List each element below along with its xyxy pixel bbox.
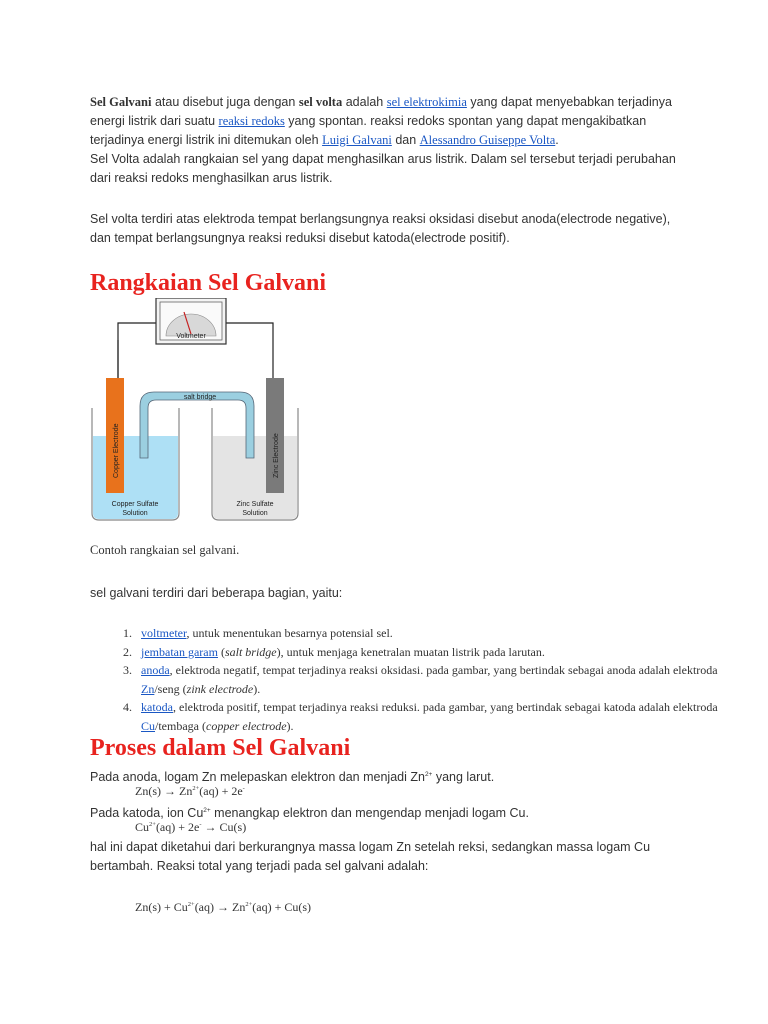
link-sel-elektrokimia[interactable]: sel elektrokimia xyxy=(386,95,467,109)
link-luigi-galvani[interactable]: Luigi Galvani xyxy=(322,133,392,147)
copper-electrode-label: Copper Electrode xyxy=(113,423,120,478)
equation-anode: $Zn(s) \to Zn^{2+}(aq) + 2e^-$ xyxy=(135,784,245,798)
component-list xyxy=(90,624,735,735)
list-item: 4. katoda, elektroda positif, tempat terjadinya reaksi reduksi. pada gambar, yang bertindak sebagai katoda adalah elektroda Cu/tembaga (copper electrode). xyxy=(135,698,735,735)
intro-paragraph-3: Sel volta terdiri atas elektroda tempat berlangsungnya reaksi oksidasi disebut anoda(electrode negative), dan tempat berlangsungnya reaksi reduksi disebut katoda(electrode positif). xyxy=(90,212,671,245)
copper-solution-label-2: Solution xyxy=(122,510,148,517)
intro-paragraph-2: Sel Volta adalah rangkaian sel yang dapat menghasilkan arus listrik. Dalam sel tersebut terjadi perubahan dari reaksi redoks menghasilkan arus listrik. xyxy=(90,152,676,185)
zinc-electrode-label: Zinc Electrode xyxy=(273,433,280,478)
zinc-solution-label-2: Solution xyxy=(242,510,268,517)
term-sel-galvani: Sel Galvani xyxy=(90,95,152,109)
intro-paragraph: Sel Galvani atau disebut juga dengan sel volta adalah sel elektrokimia yang dapat menyebabkan terjadinya energi listrik dari suatu reaksi redoks yang spontan. reaksi redoks spontan yang dapat mengakibatkan terjadinya energi listrik ini ditemukan oleh Luigi Galvani dan Alessandro Guiseppe Volta. xyxy=(90,95,672,147)
list-item: 2. jembatan garam (salt bridge), untuk menjaga kenetralan muatan listrik pada larutan. xyxy=(135,643,735,662)
mass-paragraph: hal ini dapat diketahui dari berkurangnya massa logam Zn setelah reksi, sedangkan massa logam Cu bertambah. Reaksi total yang terjadi pada sel galvani adalah: xyxy=(90,840,651,873)
link-katoda[interactable]: katoda xyxy=(141,700,173,714)
voltmeter-label: Voltmeter xyxy=(176,333,206,340)
heading-proses: Proses dalam Sel Galvani xyxy=(90,735,351,761)
link-jembatan-garam[interactable]: jembatan garam xyxy=(141,644,218,659)
link-anoda[interactable]: anoda xyxy=(141,663,170,677)
equation-cathode: $Cu^{2+}(aq) + 2e^- \to Cu(s)$ xyxy=(135,820,247,834)
galvanic-cell-diagram xyxy=(88,298,320,526)
wire-right xyxy=(226,323,273,378)
equation-total: $Zn(s) + Cu^{2+}(aq) \to Zn^{2+}(aq) + Cu(s)$ xyxy=(135,900,312,914)
anode-text: Pada anoda, logam Zn melepaskan elektron dan menjadi $Zn^{2+}$ yang larut. xyxy=(90,770,495,785)
list-item: 3. anoda, elektroda negatif, tempat terjadinya reaksi oksidasi. pada gambar, yang bertindak sebagai anoda adalah elektroda Zn/seng (zink electrode). xyxy=(135,661,735,698)
voltmeter-icon xyxy=(156,298,226,344)
link-cu[interactable]: Cu xyxy=(141,718,156,733)
copper-solution-label-1: Copper Sulfate xyxy=(111,501,159,508)
diagram-caption: Contoh rangkaian sel galvani. xyxy=(90,543,240,557)
link-reaksi-redoks[interactable]: reaksi redoks xyxy=(218,114,285,128)
wire-left xyxy=(118,323,156,378)
link-voltmeter[interactable]: voltmeter xyxy=(141,626,187,640)
link-zn[interactable]: Zn xyxy=(141,681,155,696)
salt-bridge-label: salt bridge xyxy=(183,394,217,401)
zinc-solution-label-1: Zinc Sulfate xyxy=(236,501,274,508)
link-alessandro-volta[interactable]: Alessandro Guiseppe Volta xyxy=(419,133,556,147)
term-sel-volta: sel volta xyxy=(298,95,343,109)
heading-rangkaian: Rangkaian Sel Galvani xyxy=(90,270,327,296)
cathode-text: Pada katoda, ion $Cu^{2+}$ menangkap elektron dan mengendap menjadi logam Cu. xyxy=(90,806,529,821)
list-item: 1. voltmeter, untuk menentukan besarnya potensial sel. xyxy=(135,624,735,643)
list-intro: sel galvani terdiri dari beberapa bagian, yaitu: xyxy=(90,586,343,600)
